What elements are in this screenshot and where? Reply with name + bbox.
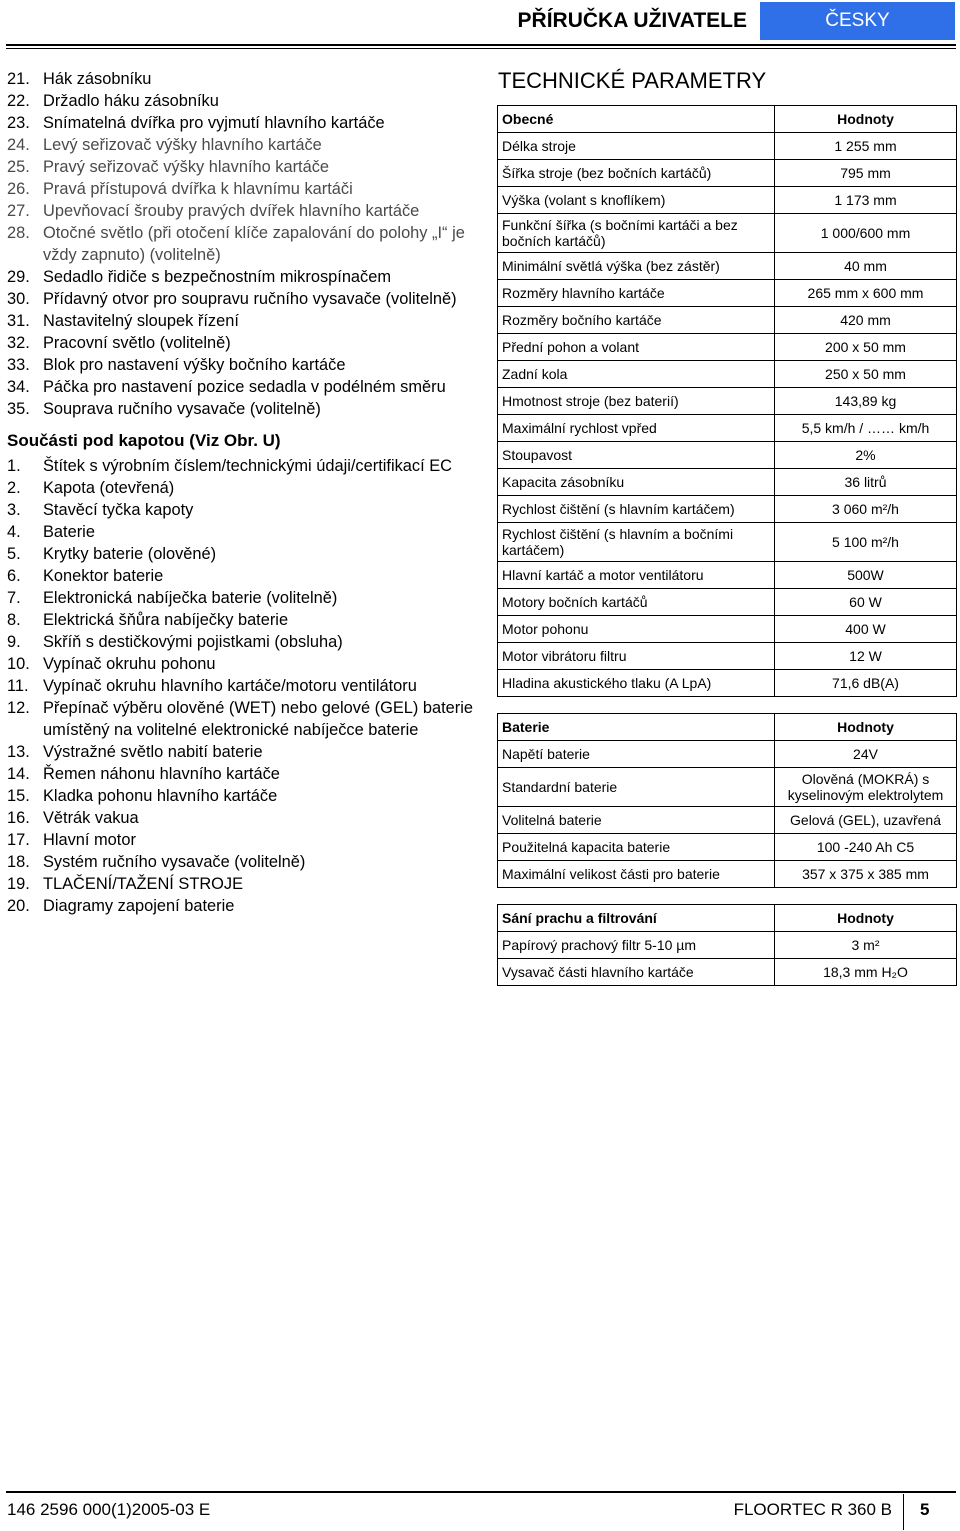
footer-divider xyxy=(6,1491,956,1493)
list-item xyxy=(7,332,477,354)
spec-row xyxy=(498,388,957,415)
spec-param: Rozměry hlavního kartáče xyxy=(498,280,775,307)
spec-value: 500W xyxy=(775,562,957,589)
list-item-number: 9. xyxy=(7,633,21,651)
list-item-text: Pravý seřizovač výšky hlavního kartáče xyxy=(43,158,330,176)
spec-row xyxy=(498,133,957,160)
list-item-text: Sedadlo řidiče s bezpečnostním mikrospínačem xyxy=(43,268,392,286)
list-item-number: 1. xyxy=(7,457,21,475)
spec-param: Papírový prachový filtr 5-10 µm xyxy=(498,932,775,959)
list-item-text: Páčka pro nastavení pozice sedadla v podélném směru xyxy=(43,378,446,396)
list-item-number: 19. xyxy=(7,875,30,893)
list-item-text: Výstražné světlo nabití baterie xyxy=(43,743,263,761)
spec-value: 71,6 dB(A) xyxy=(775,670,957,697)
tech-params-column xyxy=(497,66,957,1002)
list-item-text: Přídavný otvor pro soupravu ručního vysavače (volitelně) xyxy=(43,290,457,308)
spec-value: 1 255 mm xyxy=(775,133,957,160)
list-item xyxy=(7,266,477,288)
spec-value: 12 W xyxy=(775,643,957,670)
list-item xyxy=(7,631,477,653)
spec-row xyxy=(498,160,957,187)
spec-param: Volitelná baterie xyxy=(498,807,775,834)
list-item-number: 16. xyxy=(7,809,30,827)
list-item-number: 32. xyxy=(7,334,30,352)
list-item-number: 22. xyxy=(7,92,30,110)
spec-param: Motor pohonu xyxy=(498,616,775,643)
list-item-text: Vypínač okruhu pohonu xyxy=(43,655,216,673)
spec-param: Rozměry bočního kartáče xyxy=(498,307,775,334)
header-divider-thin xyxy=(6,48,956,49)
list-item-number: 23. xyxy=(7,114,30,132)
language-badge: ČESKY xyxy=(760,2,955,40)
spec-value: 357 x 375 x 385 mm xyxy=(775,861,957,888)
spec-value: 1 000/600 mm xyxy=(775,214,957,253)
spec-header-param: Baterie xyxy=(498,714,775,741)
list-item-text: Krytky baterie (olověné) xyxy=(43,545,217,563)
list-item-text: Systém ručního vysavače (volitelně) xyxy=(43,853,306,871)
spec-value: Olověná (MOKRÁ) s kyselinovým elektrolytem xyxy=(775,768,957,807)
list-item xyxy=(7,222,477,266)
list-item xyxy=(7,587,477,609)
spec-row xyxy=(498,807,957,834)
spec-param: Motor vibrátoru filtru xyxy=(498,643,775,670)
spec-value: Gelová (GEL), uzavřená xyxy=(775,807,957,834)
spec-value: 3 060 m²/h xyxy=(775,496,957,523)
list-item xyxy=(7,68,477,90)
spec-value: 1 173 mm xyxy=(775,187,957,214)
list-item-text: Snímatelná dvířka pro vyjmutí hlavního kartáče xyxy=(43,114,385,132)
spec-param: Standardní baterie xyxy=(498,768,775,807)
spec-row xyxy=(498,187,957,214)
list-item-text: TLAČENÍ/TAŽENÍ STROJE xyxy=(43,875,244,893)
list-item-number: 7. xyxy=(7,589,21,607)
spec-param: Vysavač části hlavního kartáče xyxy=(498,959,775,986)
spec-row xyxy=(498,589,957,616)
spec-value: 18,3 mm H₂O xyxy=(775,959,957,986)
list-item xyxy=(7,310,477,332)
list-item-text: Blok pro nastavení výšky bočního kartáče xyxy=(43,356,346,374)
list-item-text: Skříň s destičkovými pojistkami (obsluha) xyxy=(43,633,343,651)
list-item xyxy=(7,763,477,785)
spec-row xyxy=(498,361,957,388)
list-item xyxy=(7,785,477,807)
spec-value: 250 x 50 mm xyxy=(775,361,957,388)
list-item xyxy=(7,675,477,697)
spec-header-param: Obecné xyxy=(498,106,775,133)
spec-value: 2% xyxy=(775,442,957,469)
spec-row xyxy=(498,442,957,469)
list-item xyxy=(7,200,477,222)
list-item xyxy=(7,741,477,763)
spec-param: Šířka stroje (bez bočních kartáčů) xyxy=(498,160,775,187)
list-item-number: 14. xyxy=(7,765,30,783)
list-item-text: Otočné světlo (při otočení klíče zapalování do polohy „I“ je vždy zapnuto) (volitelně) xyxy=(43,224,465,264)
list-item-number: 13. xyxy=(7,743,30,761)
list-item-text: Vypínač okruhu hlavního kartáče/motoru ventilátoru xyxy=(43,677,417,695)
spec-value: 60 W xyxy=(775,589,957,616)
spec-table-header xyxy=(498,905,957,932)
list-item-text: Kladka pohonu hlavního kartáče xyxy=(43,787,278,805)
list-item-number: 24. xyxy=(7,136,30,154)
tech-params-tables xyxy=(497,105,957,986)
footer-model: FLOORTEC R 360 B xyxy=(733,1500,892,1519)
list-item xyxy=(7,609,477,631)
spec-row xyxy=(498,643,957,670)
list-item-number: 27. xyxy=(7,202,30,220)
list-item-number: 26. xyxy=(7,180,30,198)
spec-param: Hladina akustického tlaku (A LpA) xyxy=(498,670,775,697)
spec-param: Napětí baterie xyxy=(498,741,775,768)
list-item xyxy=(7,499,477,521)
spec-row xyxy=(498,415,957,442)
spec-row xyxy=(498,932,957,959)
list-item-text: Upevňovací šrouby pravých dvířek hlavního kartáče xyxy=(43,202,420,220)
list-item-number: 11. xyxy=(7,677,29,695)
spec-value: 143,89 kg xyxy=(775,388,957,415)
list-item xyxy=(7,354,477,376)
section-heading-under-hood: Součásti pod kapotou (Viz Obr. U) xyxy=(7,431,281,450)
list-item-number: 25. xyxy=(7,158,30,176)
list-item-number: 33. xyxy=(7,356,30,374)
list-item-number: 21. xyxy=(7,70,30,88)
list-item-text: Elektronická nabíječka baterie (volitelně) xyxy=(43,589,338,607)
spec-param: Hmotnost stroje (bez baterií) xyxy=(498,388,775,415)
spec-param: Délka stroje xyxy=(498,133,775,160)
spec-value: 795 mm xyxy=(775,160,957,187)
spec-table-header xyxy=(498,714,957,741)
list-item-text: Hák zásobníku xyxy=(43,70,152,88)
spec-header-value: Hodnoty xyxy=(775,714,957,741)
list-item-text: Stavěcí tyčka kapoty xyxy=(43,501,194,519)
list-item xyxy=(7,851,477,873)
spec-table-header xyxy=(498,106,957,133)
list-item xyxy=(7,829,477,851)
spec-param: Maximální velikost části pro baterie xyxy=(498,861,775,888)
list-item xyxy=(7,895,477,917)
list-item-number: 15. xyxy=(7,787,30,805)
list-item xyxy=(7,178,477,200)
spec-header-param: Sání prachu a filtrování xyxy=(498,905,775,932)
page-title: PŘÍRUČKA UŽIVATELE xyxy=(517,9,747,32)
spec-param: Minimální světlá výška (bez zástěr) xyxy=(498,253,775,280)
list-item-number: 4. xyxy=(7,523,21,541)
spec-value: 100 -240 Ah C5 xyxy=(775,834,957,861)
spec-row xyxy=(498,496,957,523)
components-list-column xyxy=(7,68,477,917)
list-item xyxy=(7,376,477,398)
list-item-number: 31. xyxy=(7,312,30,330)
list-item-number: 29. xyxy=(7,268,30,286)
footer-doc-number: 146 2596 000(1)2005-03 E xyxy=(7,1500,211,1519)
spec-row xyxy=(498,861,957,888)
footer-separator xyxy=(903,1494,904,1530)
spec-row xyxy=(498,280,957,307)
list-item-text: Pracovní světlo (volitelně) xyxy=(43,334,231,352)
list-item-text: Nastavitelný sloupek řízení xyxy=(43,312,239,330)
list-item-number: 20. xyxy=(7,897,30,915)
list-item xyxy=(7,398,477,420)
list-item xyxy=(7,90,477,112)
list-item-number: 12. xyxy=(7,699,30,717)
spec-value: 3 m² xyxy=(775,932,957,959)
list-item-number: 28. xyxy=(7,224,30,242)
list-item xyxy=(7,543,477,565)
spec-row xyxy=(498,214,957,253)
list-item xyxy=(7,653,477,675)
spec-row xyxy=(498,562,957,589)
spec-row xyxy=(498,670,957,697)
list-item xyxy=(7,112,477,134)
header-divider xyxy=(6,44,956,46)
spec-value: 5 100 m²/h xyxy=(775,523,957,562)
list-item-number: 18. xyxy=(7,853,30,871)
spec-param: Rychlost čištění (s hlavním kartáčem) xyxy=(498,496,775,523)
spec-row xyxy=(498,959,957,986)
list-item xyxy=(7,697,477,741)
footer-page-number: 5 xyxy=(920,1500,930,1519)
spec-table xyxy=(497,904,957,986)
list-item-number: 34. xyxy=(7,378,30,396)
spec-header-value: Hodnoty xyxy=(775,106,957,133)
list-item-text: Elektrická šňůra nabíječky baterie xyxy=(43,611,289,629)
list-item-number: 30. xyxy=(7,290,30,308)
spec-value: 24V xyxy=(775,741,957,768)
list-item xyxy=(7,156,477,178)
spec-param: Použitelná kapacita baterie xyxy=(498,834,775,861)
spec-row xyxy=(498,616,957,643)
spec-value: 420 mm xyxy=(775,307,957,334)
spec-table xyxy=(497,105,957,697)
spec-header-value: Hodnoty xyxy=(775,905,957,932)
list-item-text: Konektor baterie xyxy=(43,567,164,585)
spec-row xyxy=(498,307,957,334)
spec-table xyxy=(497,713,957,888)
spec-value: 5,5 km/h / …… km/h xyxy=(775,415,957,442)
list-item xyxy=(7,288,477,310)
spec-param: Rychlost čištění (s hlavním a bočními kartáčem) xyxy=(498,523,775,562)
spec-value: 36 litrů xyxy=(775,469,957,496)
list-item-number: 35. xyxy=(7,400,30,418)
list-item xyxy=(7,873,477,895)
list-item-text: Baterie xyxy=(43,523,95,541)
list-item-text: Levý seřizovač výšky hlavního kartáče xyxy=(43,136,322,154)
spec-row xyxy=(498,334,957,361)
list-item-number: 5. xyxy=(7,545,21,563)
list-item-number: 17. xyxy=(7,831,30,849)
list-item-number: 10. xyxy=(7,655,30,673)
spec-row xyxy=(498,834,957,861)
list-item-text: Hlavní motor xyxy=(43,831,136,849)
spec-value: 200 x 50 mm xyxy=(775,334,957,361)
spec-row xyxy=(498,768,957,807)
spec-param: Funkční šířka (s bočními kartáči a bez bočních kartáčů) xyxy=(498,214,775,253)
spec-value: 265 mm x 600 mm xyxy=(775,280,957,307)
list-item-number: 8. xyxy=(7,611,21,629)
spec-row xyxy=(498,523,957,562)
spec-value: 400 W xyxy=(775,616,957,643)
list-item-text: Řemen náhonu hlavního kartáče xyxy=(43,765,280,783)
list-item-text: Štítek s výrobním číslem/technickými údaji/certifikací EC xyxy=(43,457,452,475)
list-item xyxy=(7,807,477,829)
spec-param: Motory bočních kartáčů xyxy=(498,589,775,616)
list-item-number: 2. xyxy=(7,479,21,497)
spec-row xyxy=(498,741,957,768)
spec-param: Zadní kola xyxy=(498,361,775,388)
list-item xyxy=(7,477,477,499)
list-item-text: Držadlo háku zásobníku xyxy=(43,92,219,110)
list-item-text: Kapota (otevřená) xyxy=(43,479,175,497)
spec-param: Přední pohon a volant xyxy=(498,334,775,361)
list-item xyxy=(7,521,477,543)
list-item-text: Souprava ručního vysavače (volitelně) xyxy=(43,400,321,418)
components-list-a xyxy=(7,68,477,420)
list-item-text: Diagramy zapojení baterie xyxy=(43,897,235,915)
spec-row xyxy=(498,469,957,496)
list-item-text: Pravá přístupová dvířka k hlavnímu kartáči xyxy=(43,180,353,198)
spec-value: 40 mm xyxy=(775,253,957,280)
spec-param: Kapacita zásobníku xyxy=(498,469,775,496)
list-item-text: Větrák vakua xyxy=(43,809,139,827)
components-list-b xyxy=(7,455,477,917)
list-item-text: Přepínač výběru olověné (WET) nebo gelové (GEL) baterie umístěný na volitelné elektronické nabíječce baterie xyxy=(43,699,474,739)
list-item xyxy=(7,565,477,587)
spec-param: Výška (volant s knoflíkem) xyxy=(498,187,775,214)
spec-row xyxy=(498,253,957,280)
spec-param: Hlavní kartáč a motor ventilátoru xyxy=(498,562,775,589)
tech-params-title: TECHNICKÉ PARAMETRY xyxy=(498,68,767,93)
list-item xyxy=(7,455,477,477)
list-item-number: 6. xyxy=(7,567,21,585)
list-item-number: 3. xyxy=(7,501,21,519)
spec-param: Maximální rychlost vpřed xyxy=(498,415,775,442)
list-item xyxy=(7,134,477,156)
spec-param: Stoupavost xyxy=(498,442,775,469)
